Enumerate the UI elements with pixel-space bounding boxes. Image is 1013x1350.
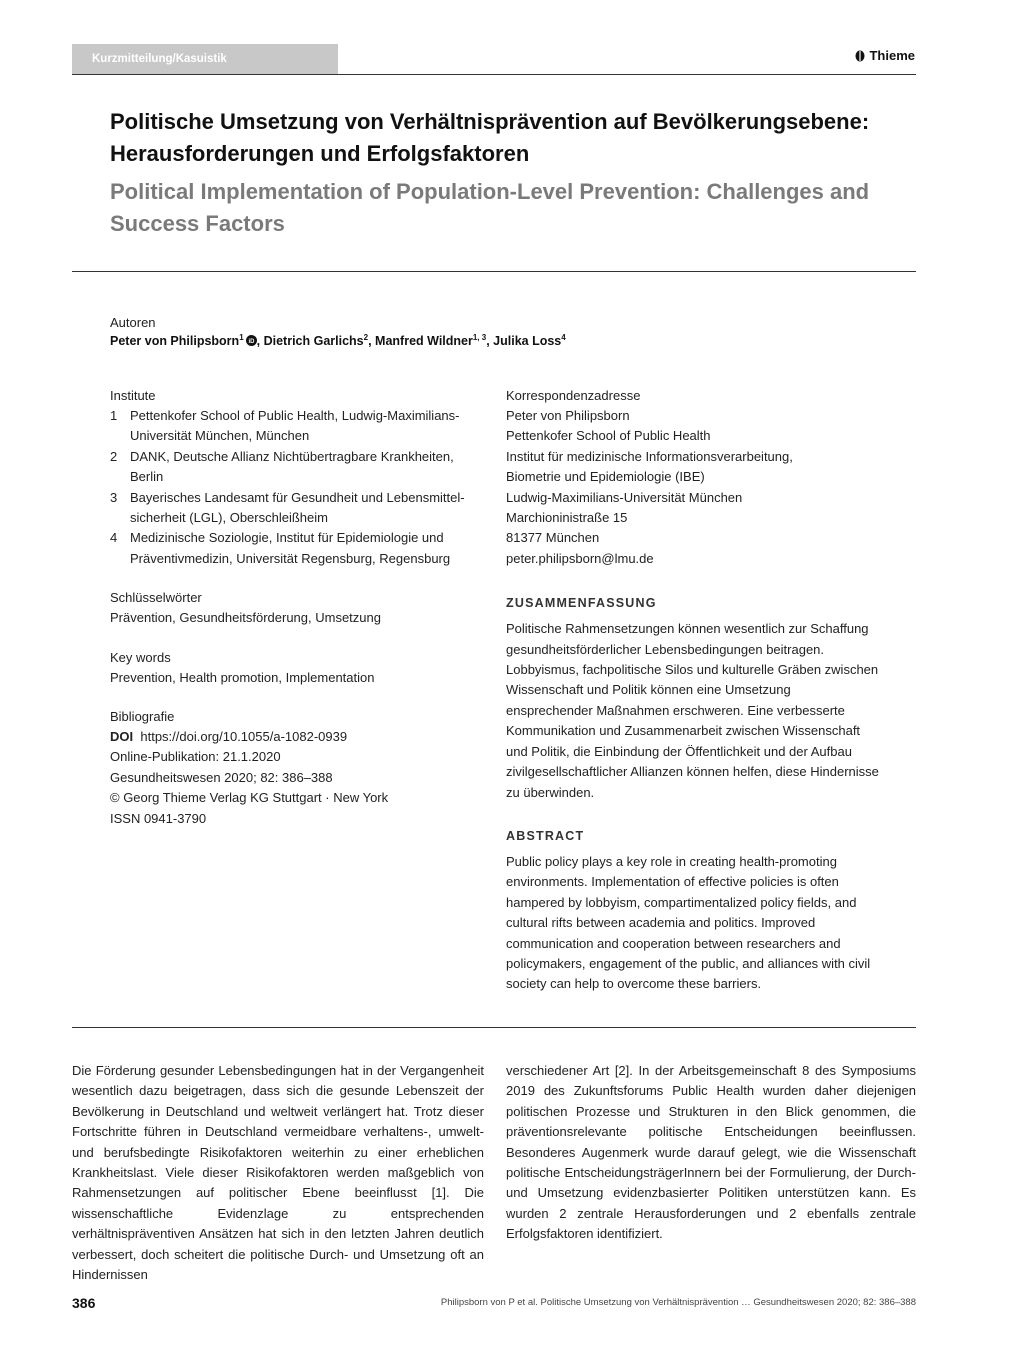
body-paragraph: Die Förderung gesunder Lebensbedingungen hat in der Vergangenheit wesentlich dazu beigetragen, dass sich die gesunde Lebenszeit der Bevölkerung in Deutschland und weltweit verlängert hat. Trotz dieser Fortschritte führen in Deutschland vermeidbare verhaltens-, umwelt- und berufsbedingte Risikofaktoren weiterhin zu einer erheblichen Krankheitslast. Viele dieser Risikofaktoren werden maßgeblich von Rahmensetzungen auf politischer Ebene beeinflusst [1]. Die wissenschaftliche Evidenzlage zu entsprechenden verhältnispräventiven Ansätzen hat sich in den letzten Jahren deutlich verbessert, doch scheitert die politische Durch- und Umsetzung oft an Hindernissen — [72, 1063, 484, 1283]
zusammenfassung-section — [506, 593, 880, 803]
svg-text:iD: iD — [248, 338, 255, 345]
author[interactable] — [375, 334, 486, 348]
institute-text: Medizinische Soziologie, Institut für Epidemiologie und Präventivmedizin, Universität Regensburg, Regensburg — [130, 530, 451, 566]
institutes-list — [110, 406, 490, 569]
bibliography-label: Bibliografie — [110, 709, 175, 725]
divider — [72, 271, 916, 272]
divider — [72, 1027, 916, 1028]
header-rule — [72, 74, 916, 75]
abstract-section — [506, 826, 880, 995]
correspondence-label: Korrespondenzadresse — [506, 388, 641, 403]
author-affiliation: 1, 3 — [472, 333, 487, 342]
issn: ISSN 0941-3790 — [110, 810, 207, 826]
author-name: Manfred Wildner — [375, 334, 473, 348]
author-name: Peter von Philipsborn — [110, 334, 240, 348]
body-column-left — [72, 1061, 484, 1285]
keywords-de-section — [110, 588, 490, 628]
correspondence-line: Institut für medizinische Informationsverarbeitung, — [506, 448, 793, 464]
body-paragraph: verschiedener Art [2]. In der Arbeitsgemeinschaft 8 des Symposiums 2019 des Zukunftsforums Public Health wurden daher diejenigen politischen Prozesse und Strukturen in den Blick genommen, die präventionsrelevante politische Entscheidungen beeinflussen. Besonderes Augenmerk wurde darauf gelegt, wie die Wissenschaft politische EntscheidungsträgerInnern bei der Formulierung, der Durch- und Umsetzung evidenzbasierter Politiken unterstützen kann. Es wurden 2 zentrale Herausforderungen und 2 ebenfalls zentrale Erfolgsfaktoren identifiziert. — [506, 1063, 916, 1242]
online-publication: Online-Publikation: 21.1.2020 — [110, 749, 281, 765]
orcid-icon[interactable] — [246, 335, 257, 346]
institute-item — [110, 406, 490, 447]
author-affiliation: 4 — [561, 333, 566, 342]
correspondence-line: Biometrie und Epidemiologie (IBE) — [506, 469, 705, 485]
correspondence-line: Marchioninistraße 15 — [506, 510, 628, 526]
journal-citation: Gesundheitswesen 2020; 82: 386–388 — [110, 769, 333, 785]
zusammenfassung-text: Politische Rahmensetzungen können wesentlich zur Schaffung gesundheitsförderlicher Lebensbedingungen beitragen. Lobbyismus, fachpolitische Silos und kulturelle Gräben zwischen Wissenschaft und Politik können eine Umsetzung ensprechender Maßnahmen erschweren. Eine verbesserte Kommunikation und Zusammenarbeit zwischen Wissenschaft und Politik, die Einbindung der Öffentlichkeit und der Aufbau zivilgesellschaftlicher Allianzen können helfen, diese Hindernisse zu überwinden. — [506, 621, 879, 800]
institute-number: 2 — [110, 448, 118, 464]
abstract-column — [506, 386, 880, 995]
institute-item — [110, 447, 490, 488]
zusammenfassung-heading: ZUSAMMENFASSUNG — [506, 596, 657, 611]
footer-citation: Philipsborn von P et al. Politische Umsetzung von Verhältnisprävention … Gesundheitswesen 2020; 82: 386–388 — [440, 1297, 916, 1308]
author-separator: , — [256, 334, 264, 348]
correspondence-line: Pettenkofer School of Public Health — [506, 428, 711, 444]
publisher-logo — [855, 48, 915, 63]
author-affiliation: 2 — [363, 333, 369, 342]
institute-item — [110, 488, 490, 529]
correspondence-address — [506, 406, 880, 569]
institute-number: 3 — [110, 489, 118, 505]
institutes-label: Institute — [110, 388, 156, 403]
copyright: © Georg Thieme Verlag KG Stuttgart · New York — [110, 790, 389, 806]
keywords-de-label: Schlüsselwörter — [110, 590, 202, 606]
thieme-logo-icon — [855, 50, 865, 62]
institute-text: Bayerisches Landesamt für Gesundheit und Lebensmittel-sicherheit (LGL), Oberschleißheim — [130, 489, 465, 526]
correspondence-line: Ludwig-Maximilians-Universität München — [506, 489, 743, 505]
correspondence-line: 81377 München — [506, 530, 600, 546]
article-title-de: Politische Umsetzung von Verhältnisprävention auf Bevölkerungsebene: Herausforderungen und Erfolgsfaktoren — [110, 109, 870, 166]
page-number: 386 — [72, 1295, 96, 1311]
correspondence-email[interactable]: peter.philipsborn@lmu.de — [506, 550, 654, 566]
institute-item — [110, 528, 490, 569]
keywords-en-label: Key words — [110, 649, 171, 665]
doi-label: DOI — [110, 729, 134, 745]
doi-line — [110, 727, 490, 747]
author-separator: , — [486, 334, 494, 348]
institute-text: Pettenkofer School of Public Health, Ludwig-Maximilians-Universität München, München — [130, 408, 460, 444]
correspondence-line: Peter von Philipsborn — [506, 408, 630, 423]
metadata-column — [110, 386, 490, 829]
body-column-right — [506, 1061, 916, 1245]
author-name: Dietrich Garlichs — [263, 334, 364, 348]
abstract-text: Public policy plays a key role in creating health-promoting environments. Implementation of effective policies is often hampered by lobbyism, compartimentalized policy fields, and cultural rifts between academia and politics. Improved communication and cooperation between researchers and policymakers, engagement of the public, and alliances with civil society can help to overcome these barriers. — [506, 853, 871, 992]
keywords-en-section — [110, 648, 490, 688]
authors-line — [110, 331, 566, 351]
institute-number: 4 — [110, 530, 118, 546]
institute-text: DANK, Deutsche Allianz Nichtübertragbare Krankheiten, Berlin — [130, 448, 454, 485]
publisher-name: Thieme — [869, 48, 915, 63]
keywords-en-text: Prevention, Health promotion, Implementation — [110, 669, 375, 685]
author[interactable] — [493, 334, 566, 348]
bibliography-section — [110, 707, 490, 829]
doi-link[interactable]: https://doi.org/10.1055/a-1082-0939 — [140, 729, 348, 745]
authors-label: Autoren — [110, 315, 156, 330]
keywords-de-text: Prävention, Gesundheitsförderung, Umsetzung — [110, 610, 381, 626]
author-affiliation: 1 — [239, 333, 244, 342]
author-separator: , — [368, 334, 376, 348]
category-tab: Kurzmitteilung/Kasuistik — [72, 44, 338, 75]
article-title-en: Political Implementation of Population-Level Prevention: Challenges and Success Factors — [110, 179, 870, 236]
author-name: Julika Loss — [493, 334, 562, 348]
author[interactable] — [110, 334, 244, 348]
author[interactable] — [264, 334, 369, 348]
institute-number: 1 — [110, 408, 118, 423]
abstract-heading: ABSTRACT — [506, 828, 585, 843]
